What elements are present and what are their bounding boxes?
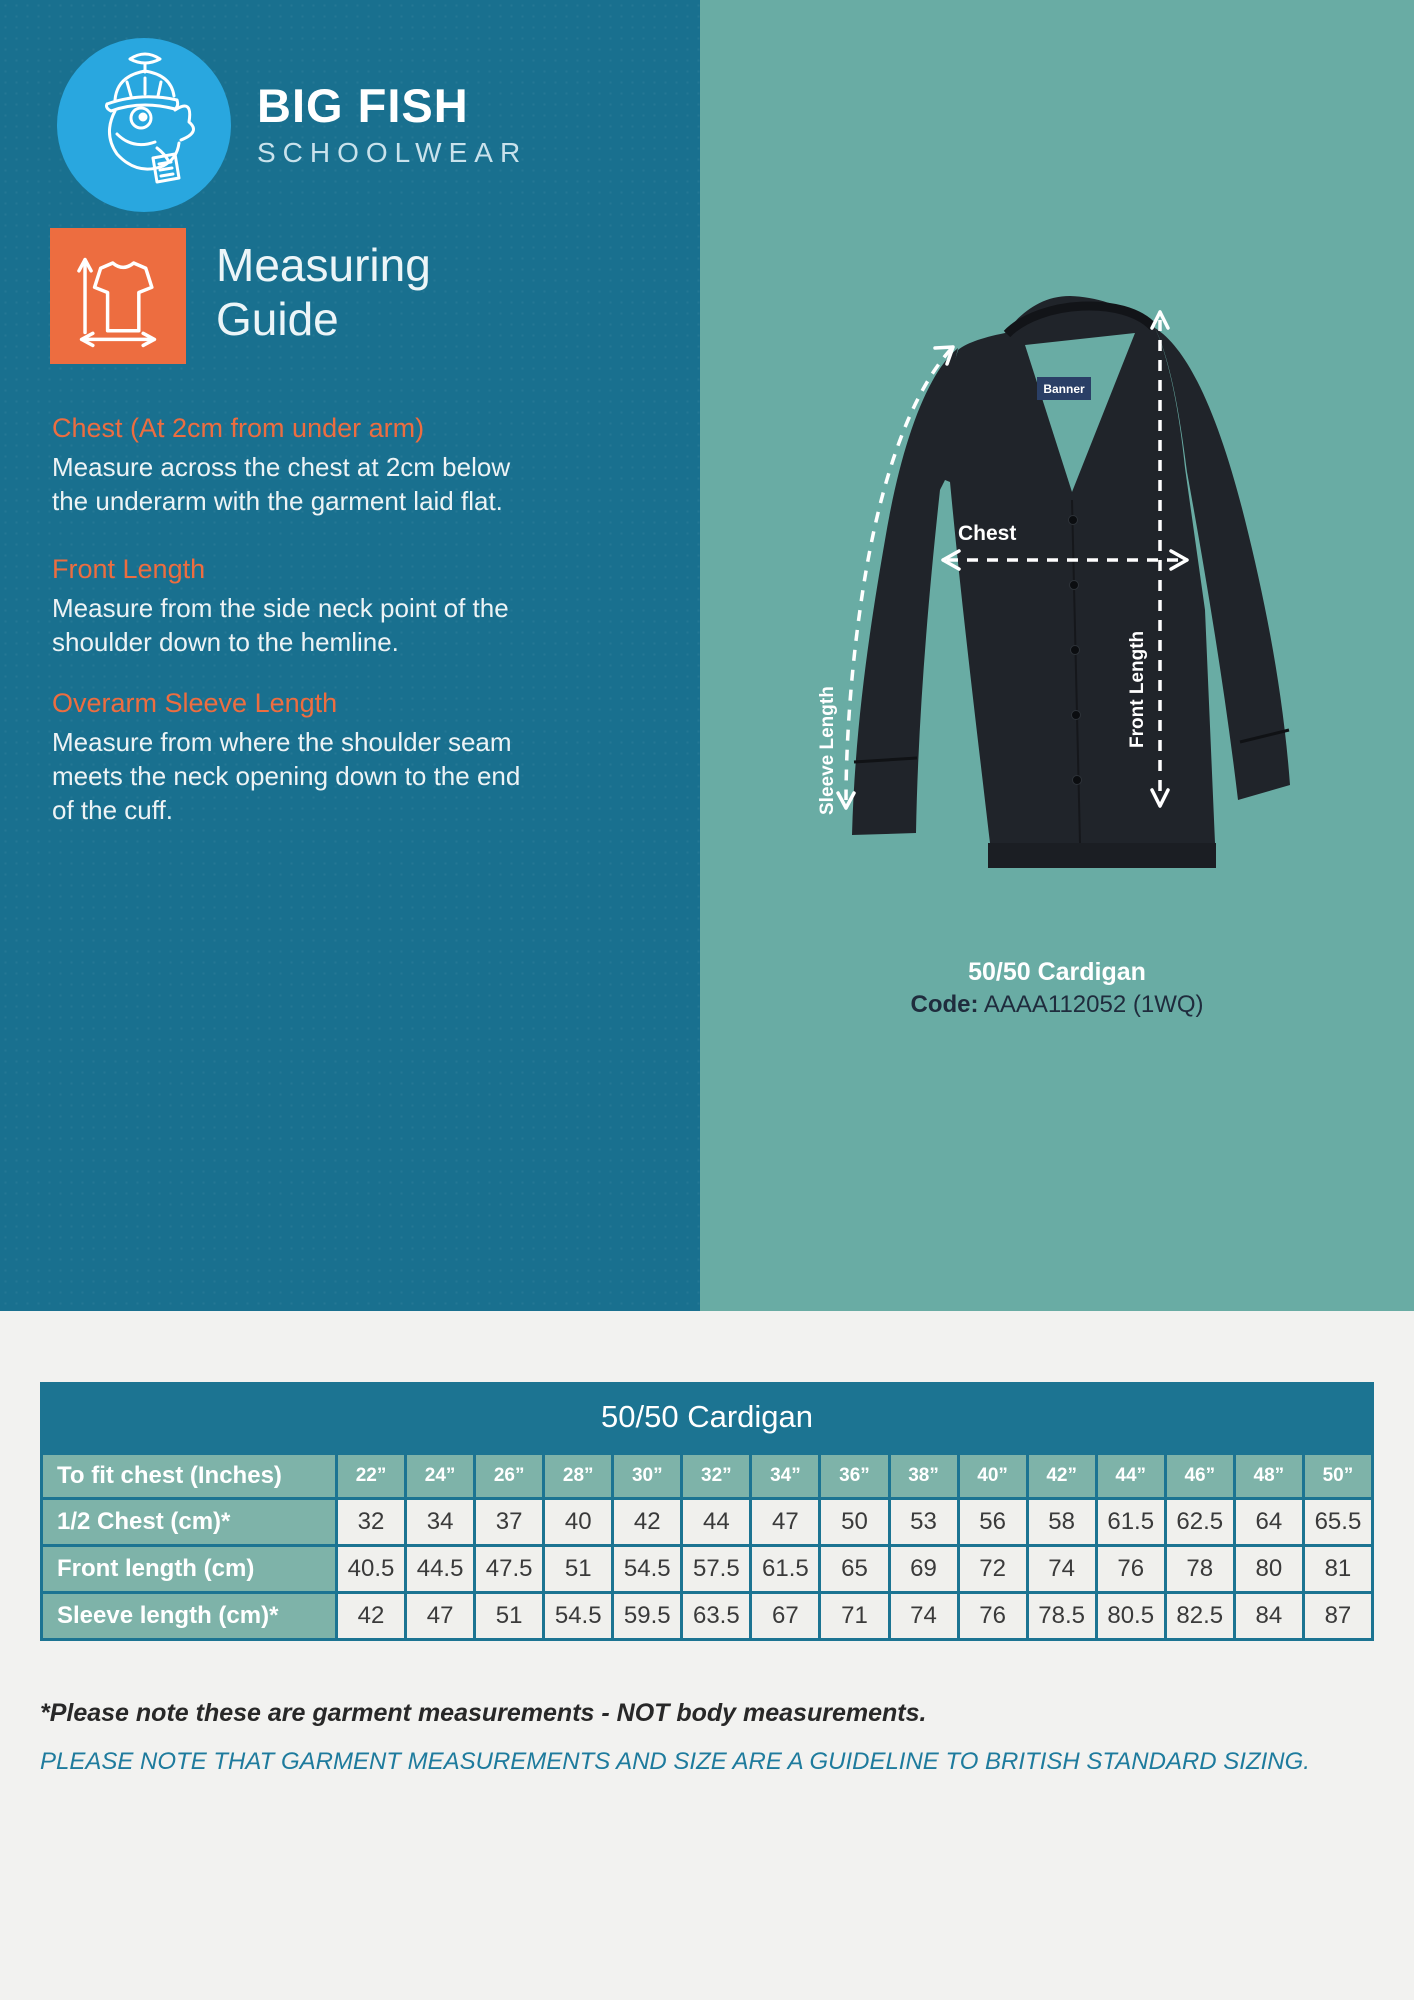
note-garment-measurements: *Please note these are garment measurements - NOT body measurements. [40, 1699, 927, 1727]
measurement-cell: 50 [820, 1499, 889, 1546]
fish-logo-icon [57, 38, 231, 212]
size-header-cell: 32” [682, 1454, 751, 1499]
size-header-cell: 40” [958, 1454, 1027, 1499]
size-header-cell: 48” [1234, 1454, 1303, 1499]
section-chest-body: Measure across the chest at 2cm below the underarm with the garment laid flat. [52, 452, 511, 516]
measurement-cell: 57.5 [682, 1546, 751, 1593]
measurement-cell: 44 [682, 1499, 751, 1546]
measurement-cell: 47 [406, 1593, 475, 1640]
section-chest-heading: Chest (At 2cm from under arm) [52, 413, 425, 443]
measurement-cell: 59.5 [613, 1593, 682, 1640]
measurement-cell: 32 [337, 1499, 406, 1546]
size-header-cell: 28” [544, 1454, 613, 1499]
sleeve-length-label: Sleeve Length [817, 686, 838, 815]
measurement-cell: 40 [544, 1499, 613, 1546]
left-panel [0, 0, 700, 1311]
measurement-cell: 78 [1165, 1546, 1234, 1593]
page-title: Measuring Guide [216, 239, 431, 346]
size-header-cell: 44” [1096, 1454, 1165, 1499]
front-length-label: Front Length [1127, 630, 1148, 748]
section-sleeve-length-body: Measure from where the shoulder seam meets the neck opening down to the end of the cuff. [52, 727, 521, 825]
product-code-value: AAAA112052 (1WQ) [983, 991, 1204, 1018]
size-header-cell: 38” [889, 1454, 958, 1499]
size-header-cell: 22” [337, 1454, 406, 1499]
measurement-cell: 51 [475, 1593, 544, 1640]
section-front-length-heading: Front Length [52, 554, 206, 584]
brand-subname: SCHOOLWEAR [257, 136, 528, 168]
measurement-cell: 65 [820, 1546, 889, 1593]
size-table [40, 1382, 1374, 1641]
measurement-cell: 67 [751, 1593, 820, 1640]
measurement-cell: 84 [1234, 1593, 1303, 1640]
measurement-cell: 71 [820, 1593, 889, 1640]
measurement-cell: 47 [751, 1499, 820, 1546]
right-panel [700, 0, 1414, 1311]
measurement-cell: 51 [544, 1546, 613, 1593]
brand-wordmark [257, 81, 527, 168]
measurement-cell: 34 [406, 1499, 475, 1546]
size-table-row [42, 1499, 1373, 1546]
measurement-cell: 80.5 [1096, 1593, 1165, 1640]
measurement-cell: 37 [475, 1499, 544, 1546]
size-table-grid [40, 1452, 1374, 1641]
hem-band [988, 843, 1216, 868]
size-table-row [42, 1593, 1373, 1640]
bottom-section [0, 1311, 1414, 2000]
size-header-cell: 46” [1165, 1454, 1234, 1499]
shirt-measure-icon [50, 228, 186, 364]
measurement-cell: 40.5 [337, 1546, 406, 1593]
row-label: Front length (cm) [42, 1546, 337, 1593]
chest-label: Chest [958, 522, 1017, 545]
measurement-cell: 76 [1096, 1546, 1165, 1593]
product-caption [700, 958, 1414, 1019]
measurement-cell: 42 [337, 1593, 406, 1640]
measurement-cell: 58 [1027, 1499, 1096, 1546]
measurement-cell: 62.5 [1165, 1499, 1234, 1546]
row-label: Sleeve length (cm)* [42, 1593, 337, 1640]
size-table-title: 50/50 Cardigan [40, 1382, 1374, 1452]
section-chest [52, 413, 530, 519]
size-table-row [42, 1546, 1373, 1593]
measurement-cell: 61.5 [1096, 1499, 1165, 1546]
size-table-header-row [42, 1454, 1373, 1499]
measurement-cell: 54.5 [544, 1593, 613, 1640]
measurement-cell: 74 [889, 1593, 958, 1640]
size-header-cell: 50” [1303, 1454, 1372, 1499]
measurement-cell: 63.5 [682, 1593, 751, 1640]
measurement-cell: 81 [1303, 1546, 1372, 1593]
size-header-cell: 42” [1027, 1454, 1096, 1499]
size-header-cell: 30” [613, 1454, 682, 1499]
cardigan-diagram [700, 0, 1414, 1311]
measurement-cell: 47.5 [475, 1546, 544, 1593]
measurement-cell: 61.5 [751, 1546, 820, 1593]
shirt-measure-icon-svg [59, 237, 177, 355]
measurement-cell: 82.5 [1165, 1593, 1234, 1640]
product-code [700, 991, 1414, 1019]
measurement-cell: 87 [1303, 1593, 1372, 1640]
measurement-cell: 65.5 [1303, 1499, 1372, 1546]
section-front-length [52, 554, 530, 660]
measurement-cell: 54.5 [613, 1546, 682, 1593]
section-sleeve-length-heading: Overarm Sleeve Length [52, 688, 338, 718]
product-name: 50/50 Cardigan [968, 958, 1146, 986]
measurement-cell: 69 [889, 1546, 958, 1593]
brand-name: BIG FISH [257, 79, 469, 133]
size-header-cell: 36” [820, 1454, 889, 1499]
measurement-cell: 72 [958, 1546, 1027, 1593]
measurement-cell: 56 [958, 1499, 1027, 1546]
size-header-cell: 24” [406, 1454, 475, 1499]
neck-tag-label: Banner [1043, 382, 1085, 396]
note-british-sizing: PLEASE NOTE THAT GARMENT MEASUREMENTS AND SIZE ARE A GUIDELINE TO BRITISH STANDARD SIZING. [40, 1748, 1310, 1775]
measurement-cell: 44.5 [406, 1546, 475, 1593]
measurement-cell: 80 [1234, 1546, 1303, 1593]
size-header-cell: 34” [751, 1454, 820, 1499]
measurement-cell: 42 [613, 1499, 682, 1546]
measurement-cell: 53 [889, 1499, 958, 1546]
section-sleeve-length [52, 688, 530, 827]
measurement-cell: 64 [1234, 1499, 1303, 1546]
brand-logo [57, 38, 527, 212]
section-front-length-body: Measure from the side neck point of the shoulder down to the hemline. [52, 593, 509, 657]
row-label: 1/2 Chest (cm)* [42, 1499, 337, 1546]
measurement-cell: 74 [1027, 1546, 1096, 1593]
measurement-cell: 78.5 [1027, 1593, 1096, 1640]
product-code-label: Code: [910, 991, 979, 1018]
measurement-cell: 76 [958, 1593, 1027, 1640]
size-header-cell: 26” [475, 1454, 544, 1499]
row-label: To fit chest (Inches) [42, 1454, 337, 1499]
guide-header [50, 228, 506, 364]
